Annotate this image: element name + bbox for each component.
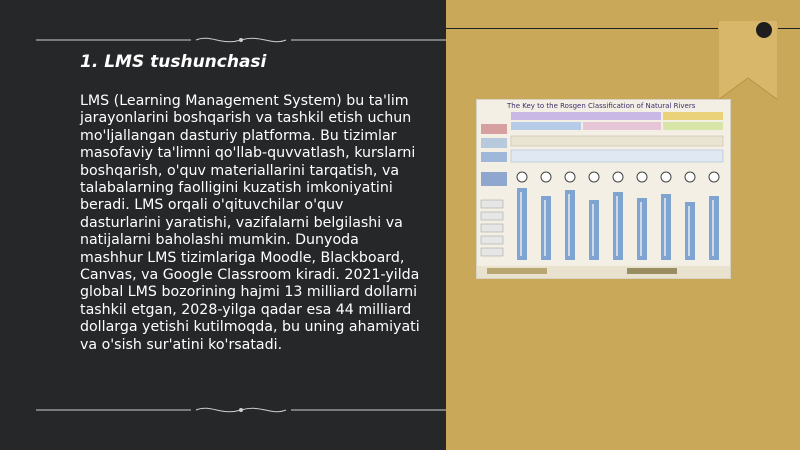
slide-title: 1. LMS tushunchasi: [80, 52, 267, 72]
classification-chart-picture: [477, 100, 730, 278]
ornament-divider-icon: [36, 407, 446, 413]
rosgen-classification-figure: [476, 99, 731, 279]
figure-caption: The Key to the Rosgen Classification of Natural Rivers: [507, 102, 696, 110]
ornament-divider-icon: [36, 37, 446, 43]
slide-body-text: LMS (Learning Management System) bu ta'lim jarayonlarini boshqarish va tashkil etish uchun mo'ljallangan dasturiy platforma. Bu tizimlar masofaviy ta'limni qo'llab-quvvatlash, kurslarni boshqarish, o'quv materiallarini tarqatish, va talabalarning faolligini kuzatish imkoniyatini beradi. LMS orqali o'qituvchilar o'quv dasturlarini yaratishi, vazifalarni belgilashi va natijalarni baholashi mumkin. Dunyoda mashhur LMS tizimlariga Moodle, Blackboard, Canvas, va Google Classroom kiradi. 2021-yilda global LMS bozorining hajmi 13 milliard dollarni tashkil etgan, 2028-yilga qadar esa 44 milliard dollarga yetishi kutilmoqda, bu uning ahamiyati va o'sish sur'atini ko'rsatadi.: [80, 93, 420, 353]
ribbon-bookmark-icon: [718, 20, 778, 100]
